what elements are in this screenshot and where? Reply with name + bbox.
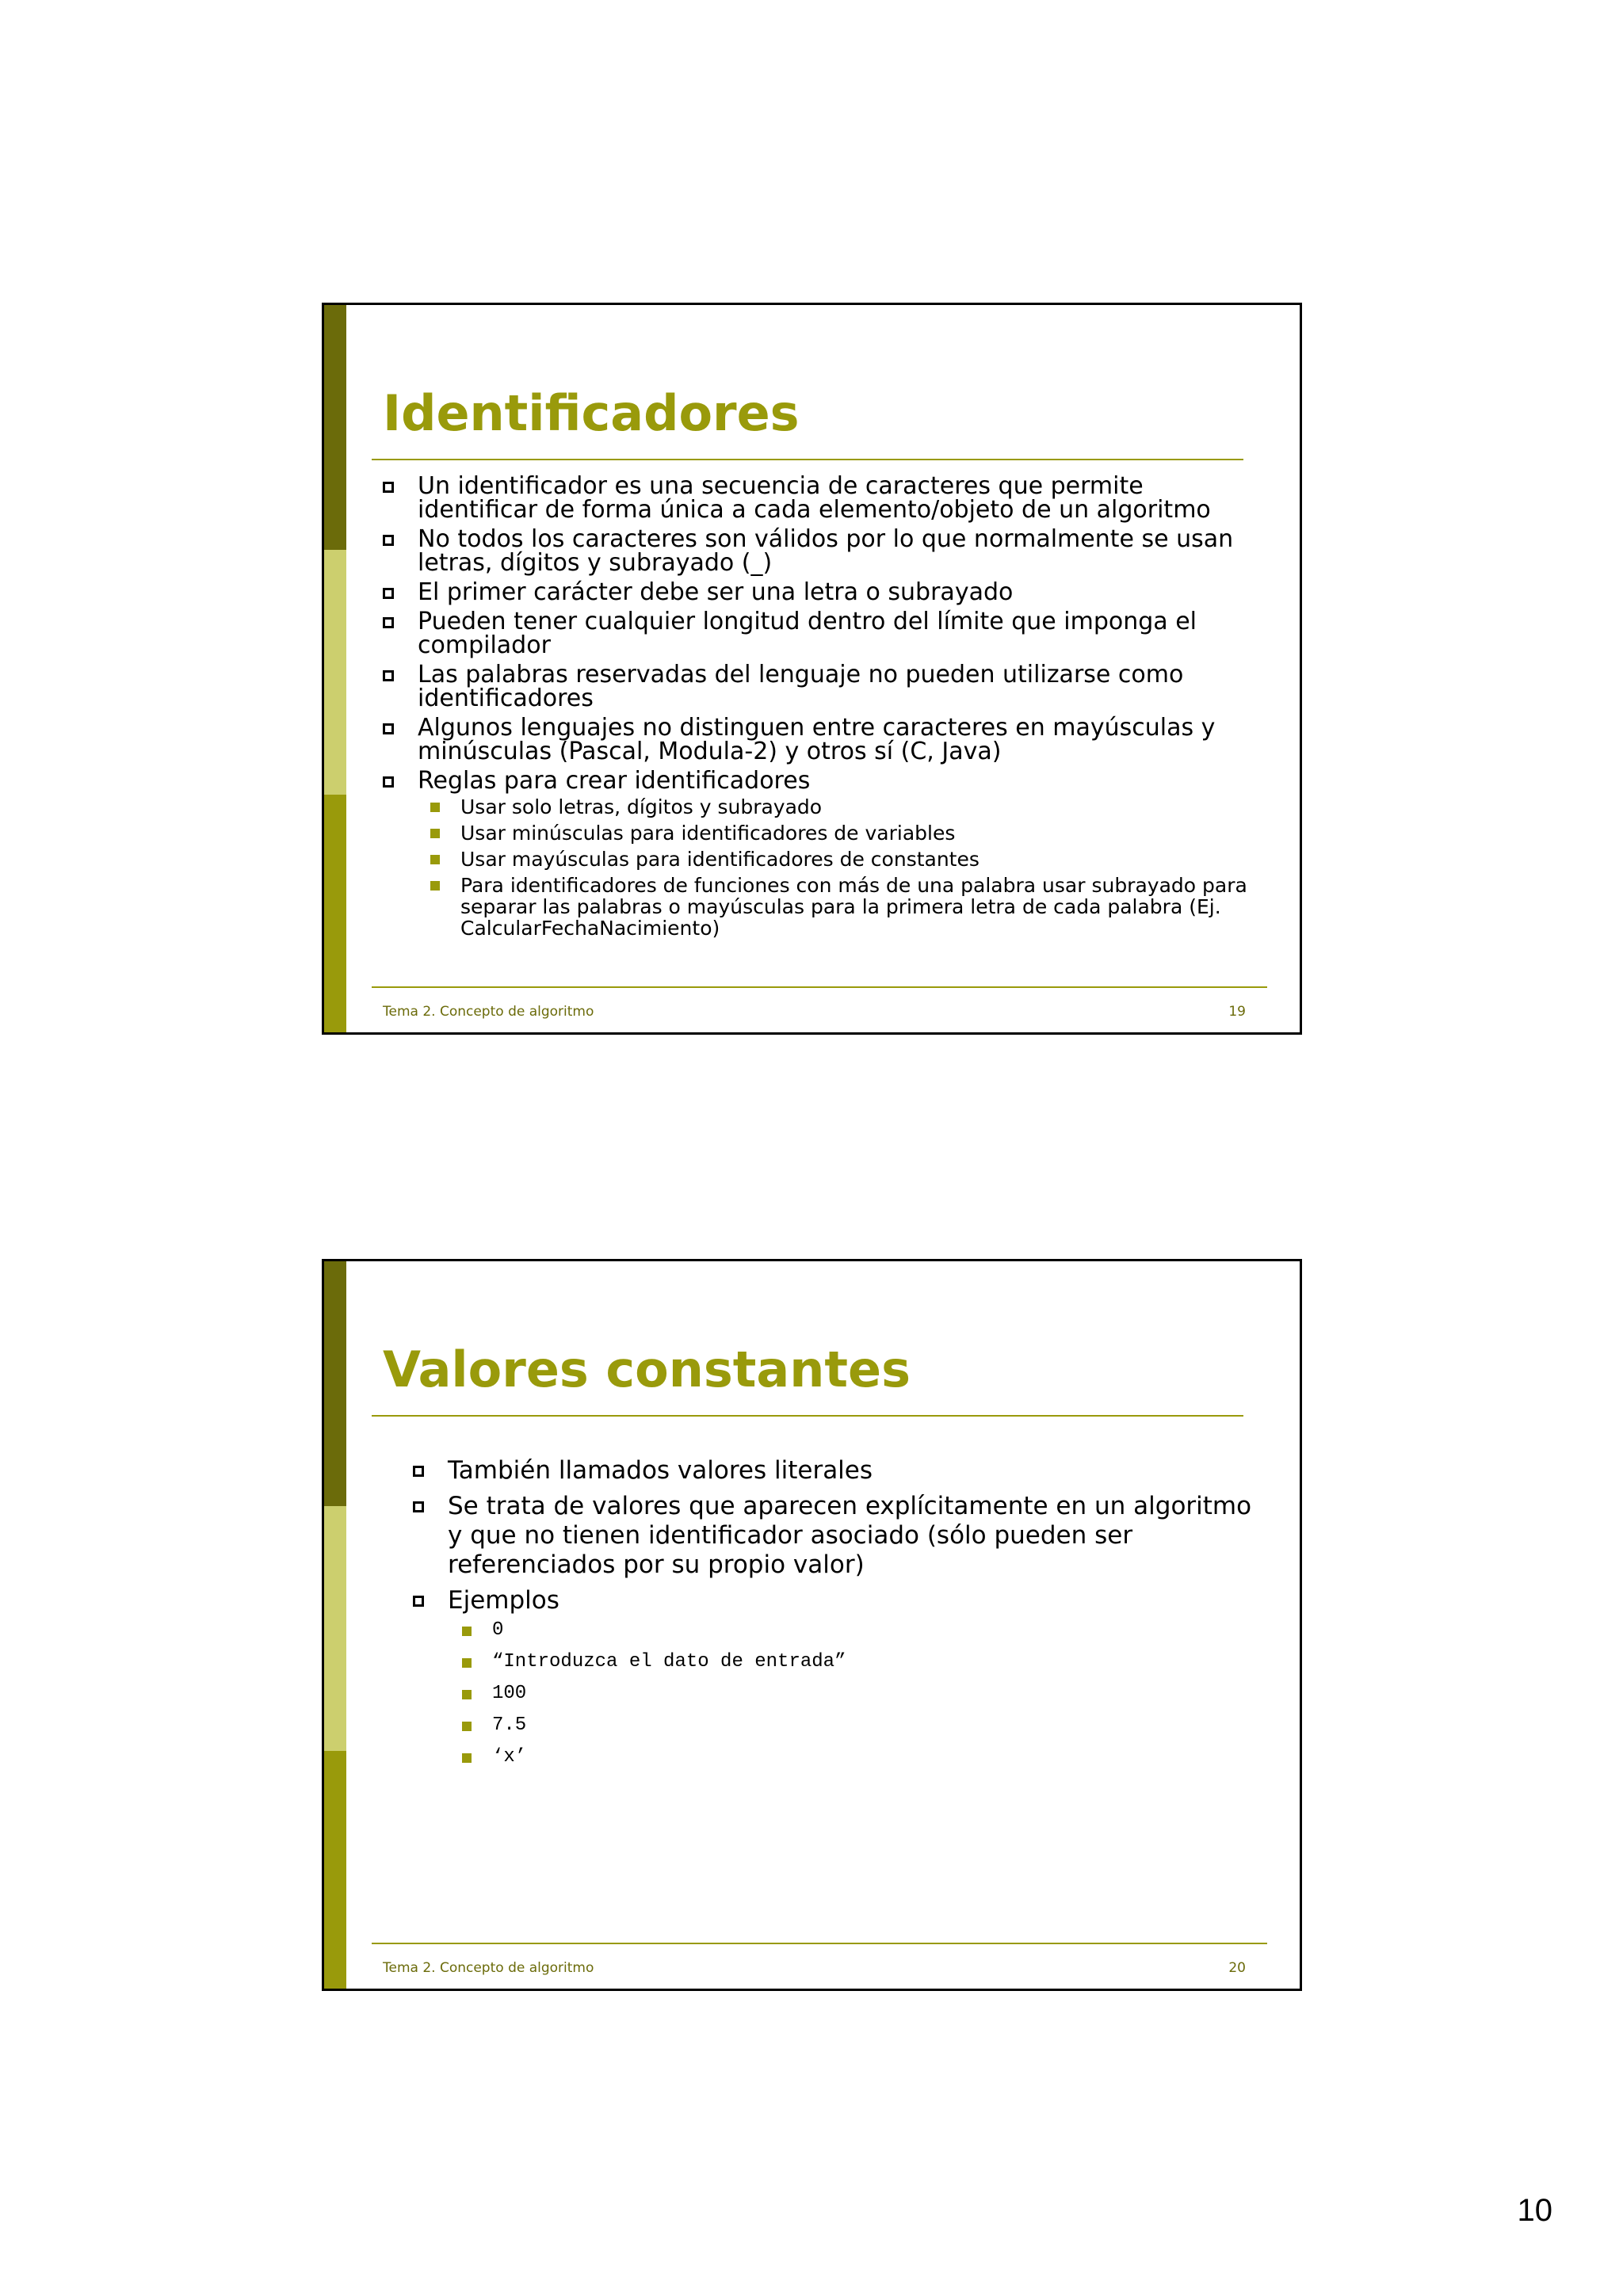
bullet-text: Ejemplos <box>448 1586 559 1615</box>
code-example: 100 <box>492 1683 527 1704</box>
filled-square-bullet-icon <box>462 1753 472 1763</box>
sub-bullet-text: Usar minúsculas para identificadores de variables <box>460 822 956 845</box>
bullet-item <box>381 578 1269 606</box>
sub-bullet-item <box>418 849 1269 870</box>
sub-bullet-text: Usar solo letras, dígitos y subrayado <box>460 795 823 818</box>
slide-valores-constantes <box>322 1259 1302 1991</box>
page-number: 10 <box>1517 2193 1552 2228</box>
sub-bullet-item <box>448 1619 1267 1642</box>
sub-bullet-list <box>448 1619 1267 1769</box>
bullet-item <box>411 1456 1267 1486</box>
code-example: “Introduzca el dato de entrada” <box>492 1651 846 1672</box>
slide-identificadores <box>322 303 1302 1035</box>
sub-bullet-text: Para identificadores de funciones con más de una palabra usar subrayado para separar las palabras o mayúsculas para la primera letra de cada palabra (Ej. CalcularFechaNacimiento) <box>460 874 1247 940</box>
sidebar-segment-mid <box>324 795 346 1035</box>
bullet-text: Pueden tener cualquier longitud dentro del límite que imponga el compilador <box>418 608 1197 659</box>
bullet-item <box>381 525 1269 577</box>
bullet-item <box>381 610 1269 658</box>
bullet-text: El primer carácter debe ser una letra o subrayado <box>418 578 1014 606</box>
sidebar-segment-dark <box>324 305 346 550</box>
filled-square-bullet-icon <box>430 855 440 864</box>
bullet-text: También llamados valores literales <box>448 1456 873 1485</box>
sub-bullet-text: Usar mayúsculas para identificadores de constantes <box>460 848 980 871</box>
filled-square-bullet-icon <box>462 1627 472 1636</box>
hollow-square-bullet-icon <box>413 1466 424 1477</box>
hollow-square-bullet-icon <box>383 588 394 599</box>
bullet-item <box>381 472 1269 524</box>
slide-footer-topic: Tema 2. Concepto de algoritmo <box>383 1004 594 1020</box>
slide-sidebar <box>324 305 346 1032</box>
bullet-item <box>381 663 1269 711</box>
title-underline <box>372 1415 1243 1417</box>
sub-bullet-item <box>448 1745 1267 1769</box>
hollow-square-bullet-icon <box>383 617 394 628</box>
sub-bullet-item <box>448 1682 1267 1706</box>
sidebar-segment-dark <box>324 1261 346 1506</box>
sidebar-segment-mid <box>324 1751 346 1991</box>
slide-footer-topic: Tema 2. Concepto de algoritmo <box>383 1960 594 1976</box>
footer-divider <box>372 1943 1267 1944</box>
bullet-text: Algunos lenguajes no distinguen entre caracteres en mayúsculas y minúsculas (Pascal, Modula-2) y otros sí (C, Java) <box>418 714 1216 765</box>
filled-square-bullet-icon <box>430 803 440 812</box>
sub-bullet-item <box>448 1714 1267 1737</box>
bullet-text: No todos los caracteres son válidos por lo que normalmente se usan letras, dígitos y subrayado (_) <box>418 525 1234 577</box>
slide-number: 19 <box>1228 1004 1246 1020</box>
hollow-square-bullet-icon <box>383 482 394 493</box>
filled-square-bullet-icon <box>430 829 440 838</box>
slide-title: Identificadores <box>383 384 800 442</box>
bullet-item <box>381 769 1269 939</box>
sidebar-segment-light <box>324 550 346 795</box>
bullet-text: Reglas para crear identificadores <box>418 767 811 795</box>
filled-square-bullet-icon <box>462 1658 472 1668</box>
filled-square-bullet-icon <box>430 881 440 891</box>
bullet-text: Se trata de valores que aparecen explícitamente en un algoritmo y que no tienen identificador asociado (sólo pueden ser referenciados por su propio valor) <box>448 1492 1252 1579</box>
slide-sidebar <box>324 1261 346 1989</box>
hollow-square-bullet-icon <box>413 1501 424 1512</box>
code-example: 0 <box>492 1619 504 1641</box>
footer-divider <box>372 986 1267 988</box>
filled-square-bullet-icon <box>462 1722 472 1731</box>
sub-bullet-item <box>448 1650 1267 1674</box>
bullet-list <box>411 1456 1267 1777</box>
code-example: 7.5 <box>492 1714 527 1736</box>
hollow-square-bullet-icon <box>413 1596 424 1607</box>
hollow-square-bullet-icon <box>383 776 394 788</box>
sub-bullet-item <box>418 822 1269 844</box>
bullet-text: Las palabras reservadas del lenguaje no pueden utilizarse como identificadores <box>418 661 1184 712</box>
sub-bullet-item <box>418 875 1269 939</box>
bullet-item <box>411 1492 1267 1580</box>
bullet-item <box>381 716 1269 764</box>
hollow-square-bullet-icon <box>383 670 394 681</box>
hollow-square-bullet-icon <box>383 723 394 734</box>
sub-bullet-list <box>418 796 1269 939</box>
filled-square-bullet-icon <box>462 1690 472 1699</box>
slide-title: Valores constantes <box>383 1341 911 1398</box>
bullet-list <box>381 472 1269 944</box>
bullet-item <box>411 1586 1267 1769</box>
code-example: ‘x’ <box>492 1746 527 1768</box>
hollow-square-bullet-icon <box>383 535 394 546</box>
title-underline <box>372 459 1243 460</box>
bullet-text: Un identificador es una secuencia de caracteres que permite identificar de forma única a cada elemento/objeto de un algoritmo <box>418 472 1211 524</box>
slide-number: 20 <box>1228 1960 1246 1976</box>
sub-bullet-item <box>418 796 1269 818</box>
sidebar-segment-light <box>324 1506 346 1751</box>
